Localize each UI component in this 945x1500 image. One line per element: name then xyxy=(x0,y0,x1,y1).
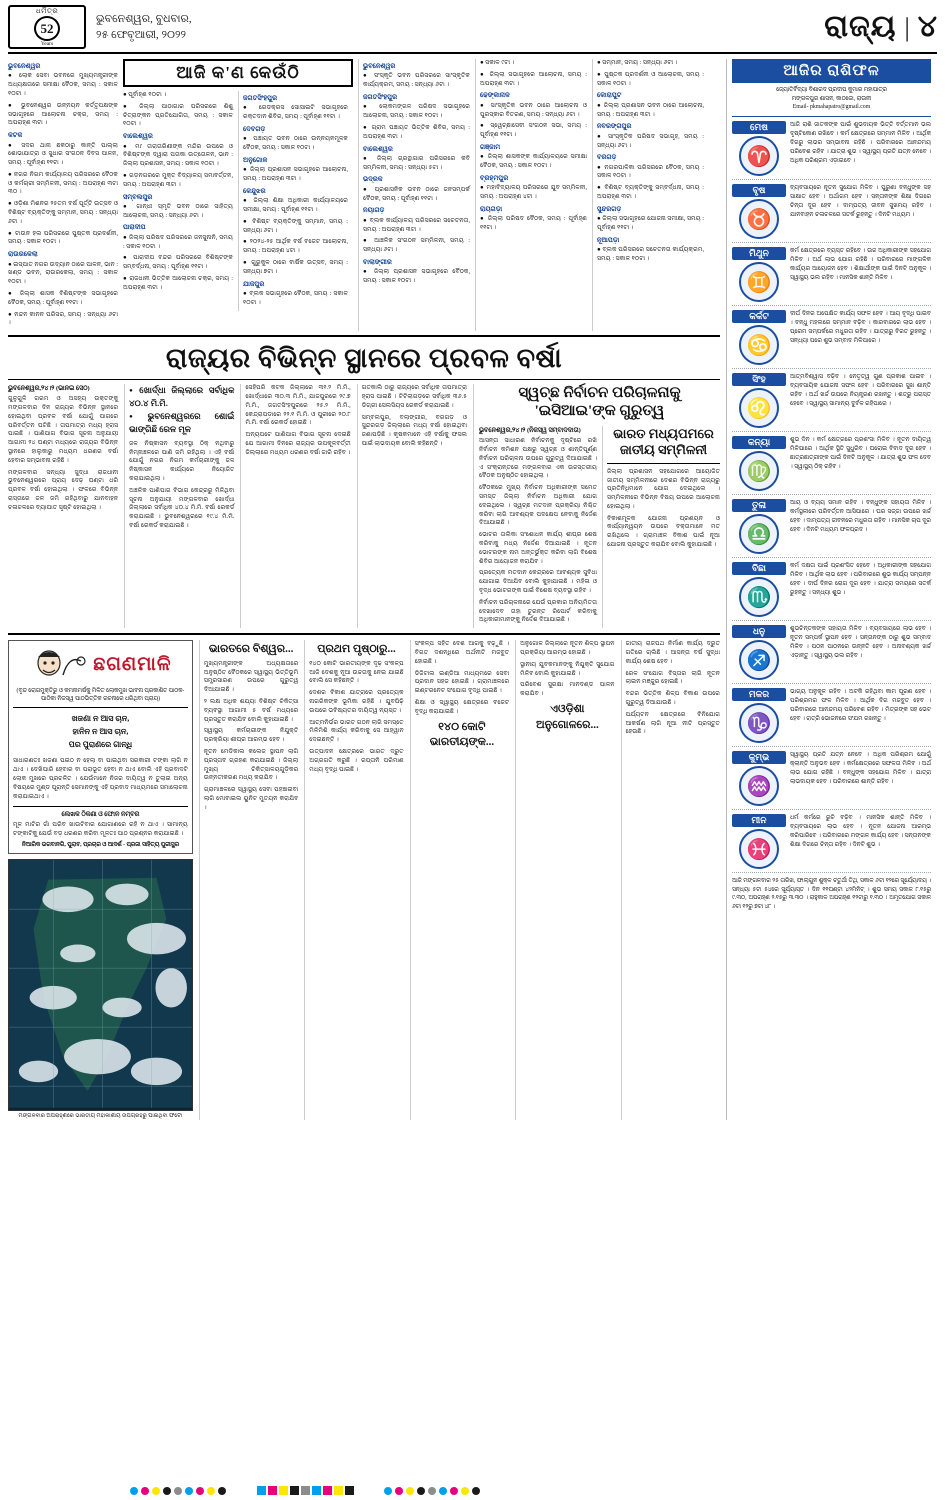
event-group-heading: ସମ୍ବଲପୁର xyxy=(123,193,153,201)
event-item: ● ଲୋକମଙ୍ଗଳ ପରିଷଦ ସଭାଗୃହରେ ଆଲୋଚନା, ସମୟ : ସକାଳ ୧୦ଟା । xyxy=(363,103,470,120)
story-paragraph: ଆତ୍ମନିର୍ଭର ଭାରତ ଗଠନ ଲାଗି ସମସ୍ତେ ମିଳିମିଶି କାର୍ଯ୍ୟ କରିବାକୁ ସେ ଆହ୍ୱାନ ଦେଇଛନ୍ତି । xyxy=(309,718,404,744)
story-paragraph: ଅନୁଗୋଳ ଜିଲ୍ଲାରେ ନୂତନ ଶିଳ୍ପ ସ୍ଥାପନ ପ୍ରକ୍ରିୟା ଆରମ୍ଭ ହୋଇଛି । xyxy=(520,640,615,657)
event-group-heading: ନୂଆପଡ଼ା xyxy=(597,236,620,244)
zodiac-name: ବିଛା xyxy=(732,562,786,575)
zodiac-name: ବୃଷ xyxy=(732,184,786,197)
story-column-4 xyxy=(515,640,614,1120)
event-item: ● ଜିଲ୍ଲା ଶିକ୍ଷା ଅଧିକାରୀ କାର୍ଯ୍ୟାଳୟରେ ସମୀକ୍ଷା, ସମୟ : ପୂର୍ବାହ୍ଣ ୧୧ଟା । xyxy=(243,197,348,214)
registration-mark xyxy=(461,1487,469,1495)
events-column xyxy=(238,91,348,311)
event-item: ● ବ୍ଲକ ପରିସରରେ ସଚେତନତା କାର୍ଯ୍ୟକ୍ରମ, ସମୟ : ସକାଳ ୧୦ଟା । xyxy=(597,246,704,262)
event-item: ● ଗଡ଼ନଗରରେ ମୁକ୍ତ ବିଦ୍ୟାଳୟ ସମାବର୍ତ୍ତନ, ସମୟ : ଅପରାହ୍ଣ ୩ଟା । xyxy=(123,171,233,188)
event-group-heading: ସୁନ୍ଦରଗଡ଼ xyxy=(597,205,622,213)
main-story-column-1 xyxy=(8,384,118,628)
zodiac-5-icon: ♌ xyxy=(739,388,779,428)
cartoon-signature-label: ଲେଖକ ଠିକଣା ଓ ଫୋନ ନମ୍ବର xyxy=(61,810,140,818)
event-group-heading: ଗଞ୍ଜାମ xyxy=(480,143,501,151)
main-headline: ରାଜ୍ୟର ବିଭିନ୍ନ ସ୍ଥାନରେ ପ୍ରବଳ ବର୍ଷା xyxy=(8,337,720,380)
event-item: ● ରାଜଧାନୀ ଭିତ୍ତିକ ଆଲୋଚନା ଚକ୍ର, ସମୟ : ଅପରାହ୍ଣ ୩ଟା । xyxy=(123,275,233,291)
event-group-heading: ପାରାଦୀପ xyxy=(123,224,146,232)
cartoon-proverb-line: ଖଜଣା ନ ଆସ ଚାନ, xyxy=(71,714,130,724)
second-story-column-1 xyxy=(479,426,597,628)
horoscope-rail xyxy=(726,59,931,1120)
main-content xyxy=(8,59,720,1120)
event-group-heading: ବାଲାଙ୍ଗୀର xyxy=(363,258,392,266)
zodiac-name: କର୍କଟ xyxy=(732,310,786,323)
event-item: ● ପାରାଦୀପ ବନ୍ଦର ପରିସରରେ ବିଶିଷ୍ଟଙ୍କ ସମ୍ବର୍ଦ୍ଧନା, ସମୟ : ପୂର୍ବାହ୍ଣ ୧୧ଟା । xyxy=(123,254,233,271)
today-events-banner: ଆଜି କ'ଣ କେଉଁଠି xyxy=(123,59,353,87)
event-item: ● ଜିଲ୍ଲା ପ୍ରଶାସନ ସଭାଗୃହରେ ଆଲୋଚନା, ସମୟ : ଅପରାହ୍ଣ ୩ଟା । xyxy=(243,166,348,183)
main-story-column-3 xyxy=(240,384,350,628)
story-paragraph: ଗ୍ରାମାଞ୍ଚଳରେ ସ୍ୱାସ୍ଥ୍ୟ ସେବା ପହଞ୍ଚାଇବା ଲାଗି ମୋବାଇଲ ୟୁନିଟ ମୁତୟନ କରାଯିବ । xyxy=(203,786,299,811)
masthead-divider: | xyxy=(904,13,910,42)
main-story-bullets xyxy=(129,384,234,436)
zodiac-prediction: ଶୁଭଚିନ୍ତକଙ୍କ ସହାୟତା ମିଳିବ । ବ୍ୟବସାୟରେ ଲାଭ ହେବ । ନୂତନ ସମ୍ପର୍କ ସ୍ଥାପନ ହେବ । ସନ୍ତାନଙ୍କ ଠାରୁ ଶୁଭ ସମ୍ବାଦ ମିଳିବ । ପଠନ ପାଠନରେ ଉନ୍ନତି ହେବ । ଅନାବଶ୍ୟକ ଖର୍ଚ୍ଚ ଏଡ଼ାନ୍ତୁ । ସ୍ୱାସ୍ଥ୍ୟ ଭଲ ରହିବ । xyxy=(790,626,931,660)
event-group-heading: କଟକ xyxy=(8,132,23,140)
satellite-weather-image xyxy=(8,859,193,1111)
horoscope-row xyxy=(732,432,931,495)
zodiac-prediction: ଆୟ ଓ ବ୍ୟୟ ସମାନ ରହିବ । ବନ୍ଧୁଙ୍କ ସହାୟତା ମିଳିବ । କର୍ମସ୍ଥଳୀରେ ପରିବର୍ତ୍ତନ ଆସିପାରେ । ଘର ସଜ୍ଜା ଉପରେ ଖର୍ଚ୍ଚ ହେବ । ଦାମ୍ପତ୍ୟ ଜୀବନରେ ମଧୁରତା ରହିବ । ମାନସିକ ଚାପ ଦୂର ହେବ । ଦିନଟି ମଧ୍ୟମ ଫଳପ୍ରଦ । xyxy=(790,500,931,534)
zodiac-name: କୁମ୍ଭ xyxy=(732,751,786,764)
horoscope-row xyxy=(732,180,931,243)
cartoon-character-icon xyxy=(29,645,89,685)
event-group-heading: ରାଉରକେଲା xyxy=(8,251,38,259)
event-item: ● ସଦର ଥାନା ଛକଠାରୁ କାନ୍ତି ପାଲ୍ଲା ଶୋଭାଯାତ୍ରା ଓ ସୁଧାର ସଂଗଠନ ଦିବସ ପାଳନ, ସମୟ : ପୂର୍ବାହ୍ଣ ୧୧ଟା । xyxy=(8,141,118,167)
second-story xyxy=(473,384,720,628)
story-paragraph: ସଂକଳ୍ପ ସହିତ ଦେଶ ଆଗକୁ ବଢ଼ୁଛି । ବିଗତ ଦଶନ୍ଧିରେ ଅର୍ଥନୀତି ମଜବୁତ ହୋଇଛି । xyxy=(414,640,510,665)
event-item: ● ବିଶିଷ୍ଟ ବ୍ୟକ୍ତିଙ୍କୁ ସମ୍ବର୍ଦ୍ଧନା, ସମୟ : ଅପରାହ୍ଣ ୩ଟା । xyxy=(597,184,704,201)
story-column-2 xyxy=(304,640,403,1120)
horoscope-row xyxy=(732,369,931,432)
event-item: ● ବିଶିଷ୍ଟ ବ୍ୟକ୍ତିଙ୍କୁ ସମ୍ମାନ, ସମୟ : ସନ୍ଧ୍ୟା ୬ଟା । xyxy=(243,217,348,234)
zodiac-6-icon: ♍ xyxy=(739,451,779,491)
events-column xyxy=(358,59,470,331)
main-story-paragraph: ମଙ୍ଗଳବାର ସନ୍ଧ୍ୟା ସୁଦ୍ଧା ରାଜଧାନୀ ଭୁବନେଶ୍ୱରରେ ପ୍ରାୟ ଦେଢ଼ ଘଣ୍ଟା ଧରି ପ୍ରବଳ ବର୍ଷା ହୋଇଥିଲା । ଫଳରେ ବିଭିନ୍ନ ରାସ୍ତାରେ ଜଳ ଜମି ରହିଥିବାରୁ ଯାନବାହନ ଚଳାଚଳରେ ବ୍ୟାଘାତ ସୃଷ୍ଟି ହୋଇଥିଲା । xyxy=(8,468,119,511)
main-story-paragraph: ଗତକାଲି ଠାରୁ ରାଜ୍ୟରେ ସର୍ବାଧିକ ତାପମାତ୍ରା ହ୍ରାସ ପାଇଛି । ଟିଟିଲାଗଡ଼ରେ ସର୍ବାଧିକ ୩୬.୫ ଡିଗ୍ରୀ ସେଲସିୟସ ରେକର୍ଡ କରାଯାଇଛି । xyxy=(361,384,467,409)
event-item: ● ଜିଲ୍ଲା ଶାସକଙ୍କ କାର୍ଯ୍ୟାଳୟରେ ସମୀକ୍ଷା ବୈଠକ, ସମୟ : ସକାଳ ୧୦ଟା । xyxy=(480,153,587,170)
cartoon-subtitle: (ବୃନ୍ଦ ରୋଗମୁକ୍ତିରୁ ଓ କମନାମର୍ଷକୁ ମିଳିତ ଲୋକମୁଖ ଭାବନା ପ୍ରକାଶିତ ପାଠକ-ପାଠିକା ନିଜସ୍ୱ ପାଠଭିତ୍ତିକ ରଚନାରେ ଧରିଥିବା ପ୍ରାୟ) xyxy=(16,688,185,703)
event-item: ● ନଗରପାଳିକା ପରିସରରେ ବୈଠକ, ସମୟ : ସକାଳ ୧୦ଟା । xyxy=(597,163,704,180)
horoscope-row xyxy=(732,621,931,684)
second-story-headline: ସ୍ୱଚ୍ଛ ନିର୍ବାଚନ ପରିଚାଳନାକୁ 'ଇସିଆଇ'ଙ୍କ ଗୁରୁତ୍ୱ xyxy=(518,385,681,420)
second-story-dateline: ଭୁବନେଶ୍ୱର,୨୪।୨ (ନିଜସ୍ୱ ସମ୍ବାଦଦାତା) xyxy=(479,427,581,435)
event-group-heading: ଅନୁଗୋଳ xyxy=(243,156,268,164)
event-group-heading: ଜଗତସିଂହପୁର xyxy=(363,93,398,101)
event-item: ● ଜିଲ୍ଲା ପରିଷଦ ପରିସରରେ ଜନସୁନାନି, ସମୟ : ସକାଳ ୧୦ଟା । xyxy=(123,233,233,250)
event-group-heading: ବ୍ରହ୍ମପୁର xyxy=(480,174,509,182)
edition-place: ଭୁବନେଶ୍ୱର, ବୁଧବାର, xyxy=(96,12,192,25)
story-paragraph: ପରିବେଶ ସୁରକ୍ଷା ମାନଦଣ୍ଡ ପାଳନ କରାଯିବ । xyxy=(520,681,615,698)
story-paragraph: ୧୪୦ କୋଟି ଭାରତୀୟଙ୍କ ଦୃଢ଼ ସଂକଳ୍ପ ଆଜି ଦେଶକୁ ନୂଆ ଉଚ୍ଚତାକୁ ନେଇ ଯାଇଛି ବୋଲି ସେ କହିଛନ୍ତି । xyxy=(309,659,404,685)
event-item: ● ନନ୍ଦନ କାନନ ପରିସର, ସମୟ : ସନ୍ଧ୍ୟା ୬ଟା । xyxy=(8,310,118,327)
registration-mark xyxy=(290,1486,299,1495)
event-item: ● ଟାଉନ ହଲ ପରିସରରେ ପୁଷ୍ତକ ପ୍ରଦର୍ଶନୀ, ସମୟ : ସକାଳ ୧୦ଟା । xyxy=(8,229,118,246)
cartoon-body-text: ସାଧାରଣତଃ ଖଜଣା ପଇଠ ନ ହେଲା ବା ପାଇଥିବା ସରକାରୀ ଟଙ୍କା ଲାଗି ନ ଥାଏ । ଦେଖିପାରି ହେବାର ବା ପରାଭୂତ ହେବା ନ ଥାଏ ବୋଲି ଏହି ପ୍ରବାଦଟି ଲୋକ ମୁଖରେ ପ୍ରଚଳିତ । ଯେଉଁମାନେ ନିଜର ଦାୟିତ୍ୱ ନ ତୁଲାଇ ଅନ୍ୟ ବିଷୟରେ ମୁଣ୍ଡ ପୂରାନ୍ତି ସେମାନଙ୍କୁ ଏହି ପ୍ରବାଦ ମାଧ୍ୟମରେ ସମାଲୋଚନା କରାଯାଇଥାଏ । xyxy=(13,756,188,800)
zodiac-prediction: ଧର୍ମ କର୍ମରେ ରୁଚି ବଢ଼ିବ । ମାନସିକ ଶାନ୍ତି ମିଳିବ । ବ୍ୟବସାୟରେ ଲାଭ ହେବ । ନୂତନ ଯୋଜନା ଆରମ୍ଭ କରିପାରିବେ । ପରିବାରରେ ମଙ୍ଗଳ କାର୍ଯ୍ୟ ହେବ । ସନ୍ତାନଙ୍କ ଶିକ୍ଷା ଦିଗରେ ଚିନ୍ତା ରହିବ । ଦିନଟି ଶୁଭ । xyxy=(790,815,931,849)
registration-mark xyxy=(450,1487,458,1495)
zodiac-name: କନ୍ୟା xyxy=(732,436,786,449)
astrologer-address: ମଙ୍ଗଳପୁର ଶାସନ, କାଠଜୋ, ରାଉନୀ xyxy=(791,95,872,102)
registration-mark xyxy=(279,1486,288,1495)
satellite-caption: ମଙ୍ଗଳବାର ଅପରାହ୍ଣରେ ଭାରତୀୟ ମହାକାଶୀୟ ଉପଗ୍ରହରୁ ପାଇଥିବା ଫଟୋ xyxy=(18,1112,183,1119)
event-item: ● ଜିଲ୍ଲା ଶାସକ ବିଶିଷ୍ଟଙ୍କ ସଭାଗୃହରେ ବୈଠକ, ସମୟ : ପୂର୍ବାହ୍ଣ ୧୧ଟା । xyxy=(8,290,118,306)
event-group-heading: ନବରଙ୍ଗପୁର xyxy=(597,123,632,131)
cartoon-and-satellite xyxy=(8,640,193,1120)
registration-mark xyxy=(257,1486,266,1495)
event-group-heading: ବାଲେଶ୍ୱର xyxy=(363,145,393,153)
event-item: ● ଜିଲ୍ଲା ସଭାଗୃହରେ ଆଲୋଚନା, ସମୟ : ଅପରାହ୍ଣ ୩ଟା । xyxy=(480,70,587,87)
masthead xyxy=(8,6,937,54)
main-story-paragraph: ଜଳ ନିଷ୍କାସନ ବ୍ୟବସ୍ଥା ଠିକ୍ ନଥିବାରୁ ନିମ୍ନାଞ୍ଚଳରେ ପାଣି ଜମି ରହିଥିଲା । ଏହି ବର୍ଷା ଯୋଗୁଁ ନଗର ନିଗମ କର୍ମଚାରୀଙ୍କୁ ଜଳ ନିଷ୍କାସନ କାର୍ଯ୍ୟରେ ନିୟୋଜିତ କରାଯାଇଥିଲା । xyxy=(129,439,235,482)
horoscope-row xyxy=(732,747,931,810)
story-paragraph: ବନ୍ଦର ଭିତ୍ତିକ ଶିଳ୍ପ ବିକାଶ ଉପରେ ଗୁରୁତ୍ୱ ଦିଆଯାଉଛି । xyxy=(625,690,720,707)
registration-mark xyxy=(334,1486,343,1495)
event-group-heading: ଜଗତସିଂହପୁର xyxy=(243,95,278,102)
zodiac-prediction: ବ୍ୟବସାୟରେ ନୂତନ ସୁଯୋଗ ମିଳିବ । ପୁରୁଣା ବନ୍ଧୁଙ୍କ ସହ ସାକ୍ଷାତ ହେବ । ଅର୍ଥାଗମ ହେବ । ସନ୍ତାନଙ୍କ ଶିକ୍ଷା ଦିଗରେ ଚିନ୍ତା ଦୂର ହେବ । ଦାମ୍ପତ୍ୟ ଜୀବନ ସୁଖମୟ ରହିବ । ଯାନବାହନ ଚଳାଚଳରେ ସତର୍କ ରୁହନ୍ତୁ । ଦିନଟି ମଧ୍ୟମ । xyxy=(790,185,931,219)
story-paragraph: ଡିଜିଟାଲ ଇଣ୍ଡିଆ ମାଧ୍ୟମରେ ସେବା ପ୍ରଦାନ ସହଜ ହୋଇଛି । ଗ୍ରାମାଞ୍ଚଳରେ ଇଣ୍ଟରନେଟ ସଂଯୋଗ ବୃଦ୍ଧି ପାଇଛି । xyxy=(414,669,510,695)
cartoon-credit: ନିଆରିକ ଭଗବାନଗି, ପୁରାବ, ପ୍ରଚାର ଓ ଆଦର୍ଶ - ପ୍ରଜା ସାହିତ୍ୟ ପୁରୀସ୍କ୍ର xyxy=(21,841,179,848)
logo-anniversary-number: 52 xyxy=(34,16,60,41)
zodiac-name: ମେଷ xyxy=(732,121,786,134)
cartoon-proverb-line: ପର ପୁରାଣରେ ଗାନ୍ଧି xyxy=(68,740,133,750)
second-story-paragraph: ବୈଠକରେ ମୁଖ୍ୟ ନିର୍ବାଚନ ଅଧିକାରୀଙ୍କ ସମେତ ସମସ୍ତ ଜିଲ୍ଲା ନିର୍ବାଚନ ଅଧିକାରୀ ଯୋଗ ଦେଇଥିଲେ । ସ୍ୱଚ୍ଛ ମତଦାନ ପ୍ରକ୍ରିୟା ନିଶ୍ଚିତ କରିବା ଲାଗି ଆବଶ୍ୟକ ପଦକ୍ଷେପ ନେବାକୁ ନିର୍ଦ୍ଦେଶ ଦିଆଯାଇଛି । xyxy=(479,484,597,527)
story-paragraph: ଜାତୀୟ ରାଜପଥ ନିର୍ମାଣ କାର୍ଯ୍ୟ ଦ୍ରୁତ ଗତିରେ ଚାଲିଛି । ଆସନ୍ତା ବର୍ଷ ସୁଦ୍ଧା କାର୍ଯ୍ୟ ଶେଷ ହେବ । xyxy=(625,640,720,665)
story-column-4-head: ଏଓଡ଼ିଶା ଅନୁଗୋଳରେ... xyxy=(535,703,599,731)
horoscope-row xyxy=(732,810,931,873)
main-story-bullet: ● ଖୋର୍ଦ୍ଧା ଜିଲ୍ଲାରେ ସର୍ବାଧିକ ୪୦.୪ ମି.ମି. xyxy=(129,384,234,410)
astrologer-name: ଜ୍ୟୋତିର୍ବିଦ୍ୟା ବିଶାରଦ ପ୍ରଦୀପ କୁମାର ମହାପାତ୍ର xyxy=(776,87,887,93)
cartoon-signature-body: ମୂଳ ମାଟିର ଗାଁ ପରିବ ଖାଉଟିବାର ଯୋଗାଣରେ ରହି ନ ଥାଏ । ସାମାନ୍ୟ ଟଙ୍କାଟିକୁ ଯେଉଁ ବଡ଼ ଧରଣର କରିବା ମୂଳତଃ ପାଠ ପ୍ରଶ୍ନର କରାଯାଇଛି । xyxy=(13,820,188,837)
events-column xyxy=(592,59,704,331)
zodiac-prediction: ଆଜି ରାଶି ଜାତକଙ୍କ ପାଇଁ ଶୁଭଦାୟକ ଭିତ୍ତି ବର୍ତ୍ତମାନ ଭଲ ଦୃଷ୍ଟିକୋଣ ରଖିବେ । କର୍ମ କ୍ଷେତ୍ରରେ ସମ୍ମାନ ମିଳିବ । ଆର୍ଥିକ ଦିଗରୁ ଲାଭର ସମ୍ଭାବନା ରହିଛି । ପରିବାରରେ ଆନନ୍ଦମୟ ପରିବେଶ ରହିବ । ଯାତ୍ରା ଶୁଭ । ସ୍ୱାସ୍ଥ୍ୟ ପ୍ରତି ଯତ୍ନ ନେବେ । ଅଧିକ ପରିଶ୍ରମ ଏଡ଼ାଇବେ । xyxy=(790,122,931,165)
event-group-heading: ବରଗଡ଼ xyxy=(597,154,617,162)
registration-mark xyxy=(207,1487,215,1495)
event-item: ● ସାଂସ୍କୃତିକ ପରିଷଦ ସଭାଗୃହ, ସମୟ : ସନ୍ଧ୍ୟା ୬ଟା । xyxy=(597,132,704,149)
event-item: ● ବ୍ଲକ କାର୍ଯ୍ୟାଳୟ ପରିସରରେ ସଚେତନତା, ସମୟ : ଅପରାହ୍ଣ ୩ଟା । xyxy=(363,216,470,233)
event-item: ● ପୁଷ୍ତକ ପ୍ରଦର୍ଶନୀ ଓ ଆଲୋଚନା, ସମୟ : ସକାଳ ୧୦ଟା । xyxy=(597,70,704,87)
zodiac-name: ସିଂହ xyxy=(732,373,786,386)
event-group-heading: ଢେଙ୍କାନାଳ xyxy=(480,92,510,100)
event-item: ● ନଗର ନିଗମ କାର୍ଯ୍ୟାଳୟ ପରିସରରେ ବୈଠକ ଓ କର୍ମଚାରୀ ସମ୍ମିଳନୀ, ସମୟ : ଅପରାହ୍ଣ ୩ଟା ୩୦ । xyxy=(8,170,118,196)
horoscope-row xyxy=(732,684,931,747)
zodiac-prediction: ଶୁଭ ଦିନ । କର୍ମ କ୍ଷେତ୍ରରେ ପ୍ରଶଂସା ମିଳିବ । ନୂତନ ଦାୟିତ୍ୱ ମିଳିପାରେ । ଆର୍ଥିକ ସ୍ଥିତି ସୁଧୁରିବ । ଘରୋଇ ବିବାଦ ଦୂର ହେବ । ଛାତ୍ରଛାତ୍ରୀଙ୍କ ପାଇଁ ଦିନଟି ଅନୁକୂଳ । ଯାତ୍ରା ଶୁଭ ଫଳ ଦେବ । ସ୍ୱାସ୍ଥ୍ୟ ଠିକ୍ ରହିବ । xyxy=(790,437,931,471)
story-column-5 xyxy=(621,640,720,1120)
zodiac-prediction: କର୍ମ ଦକ୍ଷତା ପାଇଁ ପ୍ରଶଂସିତ ହେବେ । ଅଧିକାରୀଙ୍କ ସହଯୋଗ ମିଳିବ । ଆର୍ଥିକ ଲାଭ ହେବ । ପରିବାରରେ ଶୁଭ କାର୍ଯ୍ୟ ସମ୍ପନ୍ନ ହେବ । ଦୀର୍ଘ ଦିନର ରୋଗ ଦୂର ହେବ । ଯାତ୍ରା ସମୟରେ ସତର୍କ ରୁହନ୍ତୁ । ସନ୍ଧ୍ୟା ଶୁଭ । xyxy=(790,563,931,597)
main-story-paragraph: ଅନ୍ୟପଟେ ପାଣିପାଗ ବିଭାଗ ସୂଚନା ଦେଇଛି ଯେ ଆଗାମୀ ଦିନରେ ରାଜ୍ୟର ଉପକୂଳବର୍ତ୍ତୀ ଜିଲ୍ଲାରେ ମଧ୍ୟମ ଧରଣର ବର୍ଷା ଜାରି ରହିବ । xyxy=(245,431,351,456)
event-group-heading: କୋରାପୁଟ xyxy=(597,92,622,100)
today-events-section xyxy=(8,59,720,337)
event-group-heading: ବାଲେଶ୍ୱର xyxy=(123,133,153,141)
zodiac-10-icon: ♑ xyxy=(739,703,779,743)
registration-mark xyxy=(301,1486,310,1495)
event-group-heading: ଭୁବନେଶ୍ୱର xyxy=(8,63,41,70)
horoscope-row xyxy=(732,306,931,369)
cartoon-proverb-line: ହାନିନ ନ ଆସ ଚାନ, xyxy=(72,727,129,737)
story-paragraph: ଉତ୍ପାଦନ କ୍ଷେତ୍ରରେ ଭାରତ ଦ୍ରୁତ ଅଗ୍ରଗତି କରୁଛି । ରପ୍ତାନି ପରିମାଣ ମଧ୍ୟ ବୃଦ୍ଧି ପାଇଛି । xyxy=(309,748,404,773)
main-story-column-2 xyxy=(124,384,234,628)
horoscope-title: ଆଜିର ରାଶିଫଳ xyxy=(732,59,931,83)
event-group-heading: ଭୁବନେଶ୍ୱର xyxy=(363,63,396,70)
panchanga-footer: ଆଜି ମଙ୍ଗଳବାର ୨୫ ତାରିଖ, ଫାଲ୍ଗୁନ ଶୁକ୍ଳ ଚତୁର୍ଥୀ ତିଥି, ସକାଳ ୬ଟା ୧୨ରେ ସୂର୍ଯ୍ୟୋଦୟ । ସନ୍ଧ୍ୟା ୫ଟା ୫୪ରେ ସୂର୍ଯ୍ୟାସ୍ତ । ଦିନ ୧୧ଘଣ୍ଟା ୪୨ମିନିଟ୍ । ଶୁଭ ସମୟ ସକାଳ ୮.୧୫ରୁ ୯.୩୦, ଅପରାହ୍ଣ ୨.୧୫ରୁ ୩.୩୦ । ରାହୁକାଳ ଅପରାହ୍ଣ ୧୨ଟାରୁ ୧.୩୦ । ଅମୃତଯୋଗ ସକାଳ ୬ଟା ୧୨ରୁ ୭ଟା ୪୮ । xyxy=(732,878,931,911)
story-paragraph: ୨ ଲକ୍ଷ ଅଧିକ ଶଯ୍ୟା ବିଶିଷ୍ଟ ଚିକିତ୍ସା ବ୍ୟବସ୍ଥା ଆଗାମୀ ୫ ବର୍ଷ ମଧ୍ୟରେ ପ୍ରସ୍ତୁତ କରାଯିବ ବୋଲି କୁହାଯାଇଛି । xyxy=(203,698,299,723)
event-item: ● ପଞ୍ଚାୟତ ଭବନ ଠାରେ ଉନ୍ନୟନମୂଳକ ବୈଠକ, ସମୟ : ସକାଳ ୧୦ଟା । xyxy=(243,135,348,152)
box-story-headline: ଭାରତ ମଧ୍ୟପମରେ ଜାତୀୟ ସମ୍ମିଳନୀ xyxy=(613,426,714,458)
event-item: ● ସାଂସ୍କୃତିକ ଭବନ ଠାରେ ଆଲୋଚନା ଓ ପୁରସ୍କାର ବିତରଣ, ସମୟ : ସନ୍ଧ୍ୟା ୬ଟା । xyxy=(480,101,587,118)
events-banner-and-columns xyxy=(123,59,353,331)
section-title: ରାଜ୍ୟ xyxy=(824,10,897,43)
registration-mark xyxy=(130,1487,138,1495)
horoscope-byline xyxy=(732,83,931,117)
story-paragraph: ସ୍ଥାନୀୟ ଯୁବକମାନଙ୍କୁ ନିଯୁକ୍ତି ସୁଯୋଗ ମିଳିବ ବୋଲି କୁହାଯାଇଛି । xyxy=(520,660,615,677)
cartoon-title: ଛଗଣମାଳି xyxy=(93,654,172,676)
event-item: ● ଲୋକ ସେବା ଭବନରେ ମୁଖ୍ୟମନ୍ତ୍ରୀଙ୍କ ଅଧ୍ୟକ୍ଷତାରେ ସମୀକ୍ଷା ବୈଠକ, ସମୟ : ସକାଳ ୧୦ଟା । xyxy=(8,72,118,97)
event-item: ● ସମ୍ମାନ, ସମୟ : ସନ୍ଧ୍ୟା ୬ଟା । xyxy=(597,59,678,66)
story-paragraph: ଶିକ୍ଷା ଓ ସ୍ୱାସ୍ଥ୍ୟ କ୍ଷେତ୍ରରେ ବଜେଟ ବୃଦ୍ଧି କରାଯାଇଛି । xyxy=(414,699,510,715)
story-column-2-head: ପ୍ରଥମ ପୃଷ୍ଠାରୁ... xyxy=(317,643,396,656)
main-story-paragraph: ଅଞ୍ଚଳିକ ପାଣିପାଗ ବିଭାଗ କେନ୍ଦ୍ରରୁ ମିଳିଥିବା ସୂଚନା ଅନୁଯାୟୀ ମଙ୍ଗଳବାର ଖୋର୍ଦ୍ଧା ଜିଲ୍ଲାରେ ସର୍ବାଧିକ ୪୦.୪ ମି.ମି. ବର୍ଷା ରେକର୍ଡ କରାଯାଇଛି । ଭୁବନେଶ୍ୱରରେ ୧୯.୪ ମି.ମି. ବର୍ଷା ରେକର୍ଡ କରାଯାଇଛି । xyxy=(129,486,235,529)
edition-dateline xyxy=(96,11,192,44)
registration-mark xyxy=(417,1487,425,1495)
zodiac-1-icon: ♈ xyxy=(739,136,779,176)
events-column xyxy=(8,59,118,331)
event-group-heading: କେନ୍ଦୁଝର xyxy=(243,187,266,195)
registration-mark xyxy=(384,1487,392,1495)
color-registration-bar xyxy=(0,1485,945,1497)
cartoon-proverb-lines xyxy=(13,713,188,751)
story-column-1 xyxy=(199,640,298,1120)
astrologer-email[interactable]: Email- pkmahapatro@gmail.com xyxy=(792,104,871,111)
proverb-cartoon-box xyxy=(8,640,193,854)
horoscope-row xyxy=(732,243,931,306)
event-item: ● ରେଡକ୍ରସ ସୋସାଇଟି ସଭାଗୃହରେ ରକ୍ତଦାନ ଶିବିର, ସମୟ : ପୂର୍ବାହ୍ଣ ୧୧ଟା । xyxy=(243,104,348,121)
event-item: ● ଜିଲ୍ଲା ପ୍ରଶାସନ ସଭାଗୃହରେ ବୈଠକ, ସମୟ : ସକାଳ ୧୦ଟା । xyxy=(363,268,470,285)
main-story-paragraph: ସମ୍ବଲପୁର, ବଲାଙ୍ଗୀର, ବରଗଡ଼ ଓ ସୁନ୍ଦରଗଡ଼ ଜିଲ୍ଲାରେ ମଧ୍ୟ ବର୍ଷା ହୋଇଥିବା ଜଣାପଡ଼ିଛି । କୃଷକମାନେ ଏହି ବର୍ଷାକୁ ଫସଲ ପାଇଁ ଲାଭଦାୟକ ବୋଲି କହିଛନ୍ତି । xyxy=(361,413,467,447)
zodiac-4-icon: ♋ xyxy=(739,325,779,365)
zodiac-name: ମିଥୁନ xyxy=(732,247,786,260)
zodiac-prediction: ସ୍ୱାସ୍ଥ୍ୟ ପ୍ରତି ଯତ୍ନ ନେବେ । ଅଧିକ ପରିଶ୍ରମ ଯୋଗୁଁ କ୍ଲାନ୍ତି ଅନୁଭବ ହେବ । କର୍ମକ୍ଷେତ୍ରରେ ସଫଳତା ମିଳିବ । ଅର୍ଥ ଲାଭ ଯୋଗ ରହିଛି । ବନ୍ଧୁଙ୍କ ସହଯୋଗ ମିଳିବ । ଯାତ୍ରା ଲାଭଦାୟକ ହେବ । ପରିବାରରେ ଶାନ୍ତି ରହିବ । xyxy=(790,752,931,786)
event-item: ● ୨୦୨୪-୨୫ ଆର୍ଥିକ ବର୍ଷ ବଜେଟ ଆଲୋଚନା, ସମୟ : ଅପରାହ୍ଣ ୪ଟା । xyxy=(243,238,348,255)
events-column xyxy=(123,91,233,311)
story-paragraph: ଦେଶର ବିକାଶ ଯାତ୍ରାରେ ପ୍ରତ୍ୟେକ ନାଗରିକଙ୍କ ଭୂମିକା ରହିଛି । ଯୁବପିଢ଼ି ଉପରେ ଭବିଷ୍ୟତର ଦାୟିତ୍ୱ ନ୍ୟସ୍ତ । xyxy=(309,689,404,714)
event-item: ● ବ୍ଲକ ସଭାଗୃହରେ ବୈଠକ, ସମୟ : ସକାଳ ୧୦ଟା । xyxy=(243,289,348,306)
event-item: ● ଇସ୍ପାତ ନଗର ଉଦ୍ୟାନ ଠାରେ ପାଳନ, ଭାନ : ଖଣ୍ଡ ଭବନ, ରାଉରକେଲା, ସମୟ : ସକାଳ ୧୦ଟା । xyxy=(8,260,118,286)
zodiac-name: ମୀନ xyxy=(732,814,786,827)
registration-mark xyxy=(395,1487,403,1495)
event-item: ● ଭୁବନେଶ୍ୱର ଉନ୍ନୟନ କର୍ତ୍ତୃପକ୍ଷଙ୍କ ସଭାଗୃହରେ ଆଲୋଚନା ଚକ୍ର, ସମୟ : ଅପରାହ୍ଣ ୩ଟା । xyxy=(8,101,118,127)
zodiac-name: ମକର xyxy=(732,688,786,701)
zodiac-prediction: କର୍ମ କ୍ଷେତ୍ରରେ ବ୍ୟସ୍ତ ରହିବେ । ଉଚ୍ଚ ଅଧିକାରୀଙ୍କ ସହଯୋଗ ମିଳିବ । ଅର୍ଥ ଲାଭ ଯୋଗ ରହିଛି । ପରିବାରରେ ମାଙ୍ଗଳିକ କାର୍ଯ୍ୟର ଆୟୋଜନ ହେବ । ଶିକ୍ଷାର୍ଥୀଙ୍କ ପାଇଁ ଦିନଟି ଅନୁକୂଳ । ସ୍ୱାସ୍ଥ୍ୟ ଭଲ ରହିବ । ମାନସିକ ଶାନ୍ତି ମିଳିବ । xyxy=(790,248,931,282)
zodiac-11-icon: ♒ xyxy=(739,766,779,806)
horoscope-row xyxy=(732,117,931,180)
story-column-3-head: ୧୪୦ କୋଟି ଭାରତୀୟଙ୍କ... xyxy=(429,720,495,749)
event-item: ● ଜିଲ୍ଲା ପରିଷଦ ବୈଠକ, ସମୟ : ପୂର୍ବାହ୍ଣ ୧୧ଟା । xyxy=(480,215,587,231)
registration-mark xyxy=(185,1487,193,1495)
story-paragraph: ପର୍ଯ୍ୟଟନ କ୍ଷେତ୍ରରେ ବିନିଯୋଗ ଆକର୍ଷଣ ଲାଗି ନୂଆ ନୀତି ପ୍ରସ୍ତୁତ ହେଉଛି । xyxy=(625,710,720,736)
zodiac-prediction: ଆତ୍ମବିଶ୍ୱାସ ବଢ଼ିବ । ନେତୃତ୍ୱ ଗୁଣ ପ୍ରକାଶ ପାଇବ । ବ୍ୟବସାୟିକ ଯୋଜନା ସଫଳ ହେବ । ପରିବାରରେ ସୁଖ ଶାନ୍ତି ରହିବ । ଅର୍ଥ ଖର୍ଚ୍ଚ ଉପରେ ନିୟନ୍ତ୍ରଣ ରଖନ୍ତୁ । ଶତ୍ରୁ ପରାସ୍ତ ହେବେ । ସ୍ୱାସ୍ଥ୍ୟ ସାମାନ୍ୟ ଦୁର୍ବଳ ରହିପାରେ । xyxy=(790,374,931,408)
zodiac-7-icon: ♎ xyxy=(739,514,779,554)
zodiac-name: ତୁଳା xyxy=(732,499,786,512)
main-story-bullet: ● ଭୁବନେଶ୍ୱରରେ ଶୋଇଁ ଭାଙ୍ଗିଛି ରେଳ ମୂଳ xyxy=(129,410,234,436)
registration-mark xyxy=(141,1487,149,1495)
publication-logo xyxy=(8,5,86,49)
registration-mark xyxy=(439,1487,447,1495)
box-story xyxy=(602,426,720,628)
registration-mark xyxy=(323,1486,332,1495)
event-group-heading: ନୟାଗଡ଼ xyxy=(363,207,385,215)
registration-mark xyxy=(196,1487,204,1495)
event-item: ● ଜିଲ୍ଲା ସଭାଗୃହରେ ଯୋଜନା ସମୀକ୍ଷା, ସମୟ : ପୂର୍ବାହ୍ଣ ୧୧ଟା । xyxy=(597,215,704,231)
zodiac-8-icon: ♏ xyxy=(739,577,779,617)
event-item: ● ଜିଲ୍ଲା ଗ୍ରନ୍ଥାଗାର ପରିସରରେ କବି ସମ୍ମିଳନୀ, ସମୟ : ସନ୍ଧ୍ୟା ୫ଟା । xyxy=(363,154,470,171)
box-story-paragraph: ବିକାଶମୂଳକ ଯୋଜନା ପ୍ରଣୟନ ଓ କାର୍ଯ୍ୟାନ୍ୱୟନ ଉପରେ ବକ୍ତାମାନେ ମତ ରଖିଥିଲେ । ଗ୍ରାମାଞ୍ଚଳ ବିକାଶ ପାଇଁ ନୂଆ ଯୋଜନା ପ୍ରସ୍ତୁତ କରାଯିବ ବୋଲି କୁହାଯାଇଛି । xyxy=(607,514,720,549)
horoscope-row xyxy=(732,558,931,621)
registration-mark xyxy=(345,1486,354,1495)
registration-mark xyxy=(174,1487,182,1495)
main-story-paragraph: ସେହିପରି କଟକ ଜିଲ୍ଲାରେ ୩୧.୨ ମି.ମି., ଖୋର୍ଦ୍ଧାରେ ୩୦.୩ ମି.ମି., ଯାଜପୁରରେ ୨୯.୭ ମି.ମି., ଜଗତସିଂହପୁରରେ ୨୫.୨ ମି.ମି., କେନ୍ଦ୍ରାପଡ଼ାରେ ୨୨.୧ ମି.ମି. ଓ ପୁରୀରେ ୨୦.୮ ମି.ମି. ବର୍ଷା ରେକର୍ଡ ହୋଇଛି । xyxy=(245,384,351,427)
event-group-heading: ରାୟଗଡ଼ା xyxy=(480,205,503,213)
second-story-paragraph: ପ୍ରତ୍ୟେକ ମତଦାନ କେନ୍ଦ୍ରରେ ଆବଶ୍ୟକ ସୁବିଧା ଯୋଗାଇ ଦିଆଯିବ ବୋଲି କୁହାଯାଇଛି । ମହିଳା ଓ ବୃଦ୍ଧ ଭୋଟରଙ୍କ ପାଇଁ ବିଶେଷ ବ୍ୟବସ୍ଥା ରହିବ । xyxy=(479,569,597,595)
event-item: ● ମହାବିଦ୍ୟାଳୟ ପରିସରରେ ଯୁବ ସମ୍ମିଳନୀ, ସମୟ : ଅପରାହ୍ଣ ୪ଟା । xyxy=(480,184,587,201)
event-group-heading: ଦେବଗଡ଼ xyxy=(243,125,266,133)
registration-mark xyxy=(152,1487,160,1495)
event-item: ● ଓଡ଼ିଶା ମିଶନର ୨୫ତମ ବର୍ଷ ପୂର୍ତ୍ତି ଉତ୍ସବ ଓ ବିଶିଷ୍ଟ ବ୍ୟକ୍ତିଙ୍କୁ ସମ୍ମାନ, ସମୟ : ସନ୍ଧ୍ୟା ୬ଟା । xyxy=(8,200,118,225)
main-story-column-4 xyxy=(357,384,467,628)
event-item: ● ଆଞ୍ଚଳିକ ସଂଗଠନ ସମ୍ମିଳନୀ, ସମୟ : ସନ୍ଧ୍ୟା ୬ଟା । xyxy=(363,237,470,254)
box-story-body xyxy=(607,468,720,550)
registration-mark xyxy=(406,1487,414,1495)
main-story-paragraph: ଗୁଳୁଗୁଳି ଗରମ ଓ ଅସହ୍ୟ ଉକ୍ତଙ୍କୁ ମଙ୍ଗଳବାର ଦିନ ରାଜ୍ୟର ବିଭିନ୍ନ ସ୍ଥାନରେ ହୋଇଥିବା ପ୍ରବଳ ବର୍ଷା ଯୋଗୁଁ ପାଗରେ ପରିବର୍ତ୍ତନ ଘଟିଛି । ତାପମାତ୍ରା ମଧ୍ୟ ହ୍ରାସ ପାଇଛି । ପାଣିପାଗ ବିଭାଗ ସୂଚନା ଅନୁଯାୟୀ ଆଗାମୀ ୨୪ ଘଣ୍ଟା ମଧ୍ୟରେ ରାଜ୍ୟର ବିଭିନ୍ନ ସ୍ଥାନରେ ହାଲୁକାରୁ ମଧ୍ୟମ ଧରଣର ବର୍ଷା ହେବାର ସମ୍ଭାବନା ରହିଛି । xyxy=(8,395,119,464)
event-item: ● ଜିଲ୍ଲା ପ୍ରଶାସନ ଭବନ ଠାରେ ଆଲୋଚନା, ସମୟ : ଅପରାହ୍ଣ ୩ଟା । xyxy=(597,101,704,118)
story-column-1-head: ଭାରତରେ ବିଶ୍ୱର... xyxy=(208,643,294,656)
second-story-paragraph: ନିର୍ବାଚନ ପରିଚାଳନାରେ ଯେଉଁ ପ୍ରକାର ଅନିୟମିତତା ଦେଖାଦେବ ତାହା ତୁରନ୍ତ ରିପୋର୍ଟ କରିବାକୁ ଅଧିକାରୀମାନଙ୍କୁ ନିର୍ଦ୍ଦେଶ ଦିଆଯାଇଛି । xyxy=(479,598,597,624)
second-story-paragraph: ଆସନ୍ତା ସାଧାରଣ ନିର୍ବାଚନକୁ ଦୃଷ୍ଟିରେ ରଖି ନିର୍ବାଚନ କମିଶନ ପକ୍ଷରୁ ସ୍ୱଚ୍ଛ ଓ ଶାନ୍ତିପୂର୍ଣ୍ଣ ନିର୍ବାଚନ ପରିଚାଳନା ଉପରେ ଗୁରୁତ୍ୱ ଦିଆଯାଇଛି । ଏ ସଂକ୍ରାନ୍ତରେ ମଙ୍ଗଳବାର ଏକ ଉଚ୍ଚସ୍ତରୀୟ ବୈଠକ ଅନୁଷ୍ଠିତ ହୋଇଥିଲା । xyxy=(479,437,597,480)
story-paragraph: ରେଳ ସଂଯୋଗ ବିସ୍ତାର ଲାଗି ନୂତନ ଲାଇନ ମଞ୍ଜୁର ହୋଇଛି । xyxy=(625,669,720,686)
page-number: ୪ xyxy=(917,10,937,43)
registration-mark xyxy=(428,1487,436,1495)
event-item: ● ମା' ତାରାତାରିଣୀଙ୍କ ମନ୍ଦିର ଉପରେ ଓ ବିଶିଷ୍ଟଙ୍କ ଦ୍ୱାରା ପତାକା ଉତ୍ତୋଳନ, ଭାନ : ଜିଲ୍ଲା ପ୍ରଶାସନ, ସମୟ : ସକାଳ ୧୦ଟା । xyxy=(123,142,233,168)
event-group-heading: ଯାଜପୁର xyxy=(243,280,265,288)
main-story-dateline: ଭୁବନେଶ୍ୱର,୨୪।୨ (ଭାନଇ ସେଠ) xyxy=(8,385,90,393)
edition-date: ୨୫ ଫେବୃଆରୀ, ୨୦୨୨ xyxy=(96,29,186,41)
zodiac-prediction: ଭାଗ୍ୟ ଅନୁକୂଳ ରହିବ । ଅଟକି ରହିଥିବା କାମ ପୂରଣ ହେବ । ପରିଶ୍ରମର ଫଳ ମିଳିବ । ଆର୍ଥିକ ଦିଗ ମଜବୁତ ହେବ । ପରିବାରରେ ଆନନ୍ଦମୟ ପରିବେଶ ରହିବ । ମିତ୍ରଙ୍କ ସହ ଭେଟ ହେବ । ରାତ୍ରି ଭୋଜନରେ ସଂଯମ ରଖନ୍ତୁ । xyxy=(790,689,931,723)
event-item: ● ପ୍ରଶାସନିକ ଭବନ ଠାରେ ଜନସମ୍ପର୍କ ବୈଠକ, ସମୟ : ପୂର୍ବାହ୍ଣ ୧୧ଟା । xyxy=(363,185,470,202)
event-item: ● ସ୍ୱେଚ୍ଛାସେବୀ ସଂଗଠନ ସଭା, ସମୟ : ପୂର୍ବାହ୍ଣ ୧୧ଟା । xyxy=(480,122,587,139)
logo-top-text: ଧର୍ମିତ୍ର xyxy=(35,7,59,15)
horoscope-row xyxy=(732,495,931,558)
story-column-3 xyxy=(410,640,509,1120)
event-item: ● ସଂସ୍କୃତି ଭବନ ପରିସରରେ ସାଂସ୍କୃତିକ କାର୍ଯ୍ୟକ୍ରମ, ସମୟ : ସନ୍ଧ୍ୟା ୬ଟା । xyxy=(363,72,470,89)
event-item: ● ଗାନ୍ଧୀ ସ୍ମୃତି ଭବନ ଠାରେ ସାହିତ୍ୟ ଆଲୋଚନା, ସମୟ : ସନ୍ଧ୍ୟା ୬ଟା । xyxy=(123,202,233,219)
event-item: ● ଗୁରୁକୁଳ ଠାରେ ବାର୍ଷିକ ଉତ୍ସବ, ସମୟ : ସନ୍ଧ୍ୟା ୭ଟା । xyxy=(243,259,348,275)
registration-mark xyxy=(312,1486,321,1495)
box-story-paragraph: ଜିଲ୍ଲା ପ୍ରଶାସନ ସହଯୋଗରେ ଆୟୋଜିତ ଜାତୀୟ ସମ୍ମିଳନୀରେ ଦେଶର ବିଭିନ୍ନ ରାଜ୍ୟରୁ ପ୍ରତିନିଧିମାନେ ଯୋଗ ଦେଇଥିଲେ । ସମ୍ମିଳନୀରେ ବିଭିନ୍ନ ବିଷୟ ଉପରେ ଆଲୋଚନା ହୋଇଥିଲା । xyxy=(607,467,720,510)
story-paragraph: ମୁଖ୍ୟମନ୍ତ୍ରୀଙ୍କ ଅଧ୍ୟକ୍ଷତାରେ ଅନୁଷ୍ଠିତ ବୈଠକରେ ସ୍ୱାସ୍ଥ୍ୟ ଭିତ୍ତିଭୂମି ସମ୍ପ୍ରସାରଣ ଉପରେ ଗୁରୁତ୍ୱ ଦିଆଯାଇଛି । xyxy=(203,659,299,694)
story-paragraph: ନୂତନ ମେଡିକାଲ କଲେଜ ସ୍ଥାପନ ଲାଗି ପ୍ରସ୍ତାବ ଗ୍ରହଣ କରାଯାଇଛି । ଜିଲ୍ଲା ମୁଖ୍ୟ ଚିକିତ୍ସାଳୟଗୁଡ଼ିକର ଉନ୍ନତୀକରଣ ମଧ୍ୟ କରାଯିବ । xyxy=(203,748,299,782)
event-item: ● ସକାଳ ୯ଟା । xyxy=(480,59,515,66)
registration-mark xyxy=(163,1487,171,1495)
event-item: ● ଜିଲ୍ଲା ପାଠାଗାର ପରିସରରେ ଶିଶୁ ଚିତ୍ରାଙ୍କନ ପ୍ରତିଯୋଗିତା, ସମୟ : ସକାଳ ୧୦ଟା । xyxy=(123,102,233,128)
event-item: ● ପୂର୍ବାହ୍ଣ ୧୦ଟା । xyxy=(123,91,167,98)
registration-mark xyxy=(472,1487,480,1495)
events-column xyxy=(475,59,587,331)
story-paragraph: ସ୍ୱାସ୍ଥ୍ୟ କର୍ମଚାରୀଙ୍କ ନିଯୁକ୍ତି ପ୍ରକ୍ରିୟା ଶୀଘ୍ର ଆରମ୍ଭ ହେବ । xyxy=(203,727,299,744)
event-group-heading: ଭଦ୍ରକ xyxy=(363,176,383,184)
registration-mark xyxy=(218,1487,226,1495)
registration-mark xyxy=(268,1486,277,1495)
zodiac-prediction: ଦୀର୍ଘ ଦିନର ଅପେକ୍ଷିତ କାର୍ଯ୍ୟ ସଫଳ ହେବ । ଆୟ ବୃଦ୍ଧି ପାଇବ । ବନ୍ଧୁ ମହଲରେ ସମ୍ମାନ ବଢ଼ିବ । କାରବାରରେ ଲାଭ ହେବ । ପ୍ରେମ ସମ୍ପର୍କରେ ମଧୁରତା ରହିବ । ଯାତ୍ରାରୁ ବିରତ ରୁହନ୍ତୁ । ସନ୍ଧ୍ୟା ପରେ ଶୁଭ ସମ୍ବାଦ ମିଳିପାରେ । xyxy=(790,311,931,345)
event-item: ● ଗ୍ରାମ ପଞ୍ଚାୟତ ଭିତ୍ତିକ ଶିବିର, ସମୟ : ଅପରାହ୍ଣ ୩ଟା । xyxy=(363,123,470,140)
second-story-paragraph: ଭୋଟର ତାଲିକା ସଂଶୋଧନ କାର୍ଯ୍ୟ ଶୀଘ୍ର ଶେଷ କରିବାକୁ ମଧ୍ୟ ନିର୍ଦ୍ଦେଶ ଦିଆଯାଇଛି । ନୂତନ ଭୋଟରଙ୍କ ନାମ ଅନ୍ତର୍ଭୁକ୍ତ କରିବା ଲାଗି ବିଶେଷ ଶିବିର ଆୟୋଜନ କରାଯିବ । xyxy=(479,531,597,565)
zodiac-12-icon: ♓ xyxy=(739,829,779,869)
zodiac-name: ଧନୁ xyxy=(732,625,786,638)
zodiac-2-icon: ♉ xyxy=(739,199,779,239)
zodiac-3-icon: ♊ xyxy=(739,262,779,302)
zodiac-9-icon: ♐ xyxy=(739,640,779,680)
logo-bottom-text: Years xyxy=(40,41,54,47)
